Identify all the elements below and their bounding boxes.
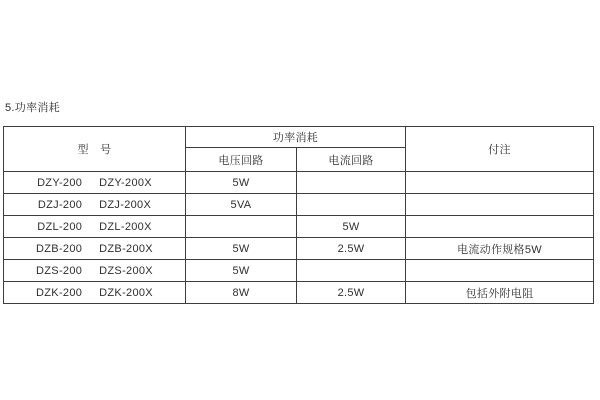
model-name: DZJ-200 [37,198,83,211]
model-name-x: DZS-200X [99,264,153,277]
cell-note [406,260,594,282]
header-note: 付注 [406,127,594,172]
cell-model [4,172,186,194]
cell-model [4,216,186,238]
cell-model [4,194,186,216]
model-name-x: DZL-200X [99,220,152,233]
table-row [4,216,594,238]
model-name: DZS-200 [36,264,83,277]
cell-current: 2.5W [297,282,406,304]
cell-voltage: 5W [186,172,297,194]
cell-note [406,194,594,216]
cell-note [406,172,594,194]
table-row [4,260,594,282]
header-power-group: 功率消耗 [186,127,406,148]
cell-voltage [186,216,297,238]
cell-voltage: 5W [186,238,297,260]
section-title: 5.功率消耗 [5,102,60,114]
table-row [4,194,594,216]
cell-current: 2.5W [297,238,406,260]
header-voltage-circuit: 电压回路 [186,148,297,172]
cell-current [297,194,406,216]
cell-current: 5W [297,216,406,238]
cell-model [4,260,186,282]
model-name-x: DZJ-200X [99,198,152,211]
header-row-top [4,127,594,148]
table-row [4,238,594,260]
model-name-x: DZY-200X [99,176,152,189]
model-name-x: DZK-200X [99,286,153,299]
power-consumption-table [3,126,594,304]
cell-model [4,282,186,304]
cell-voltage: 8W [186,282,297,304]
cell-note [406,216,594,238]
cell-note: 包括外附电阻 [406,282,594,304]
cell-model [4,238,186,260]
model-name: DZK-200 [36,286,83,299]
table-row [4,172,594,194]
model-name: DZL-200 [37,220,83,233]
header-current-circuit: 电流回路 [297,148,406,172]
model-name: DZY-200 [37,176,83,189]
cell-voltage: 5VA [186,194,297,216]
cell-voltage: 5W [186,260,297,282]
model-name: DZB-200 [36,242,83,255]
cell-current [297,172,406,194]
model-name-x: DZB-200X [99,242,153,255]
cell-current [297,260,406,282]
header-model: 型 号 [4,127,186,172]
table-row [4,282,594,304]
cell-note: 电流动作规格5W [406,238,594,260]
